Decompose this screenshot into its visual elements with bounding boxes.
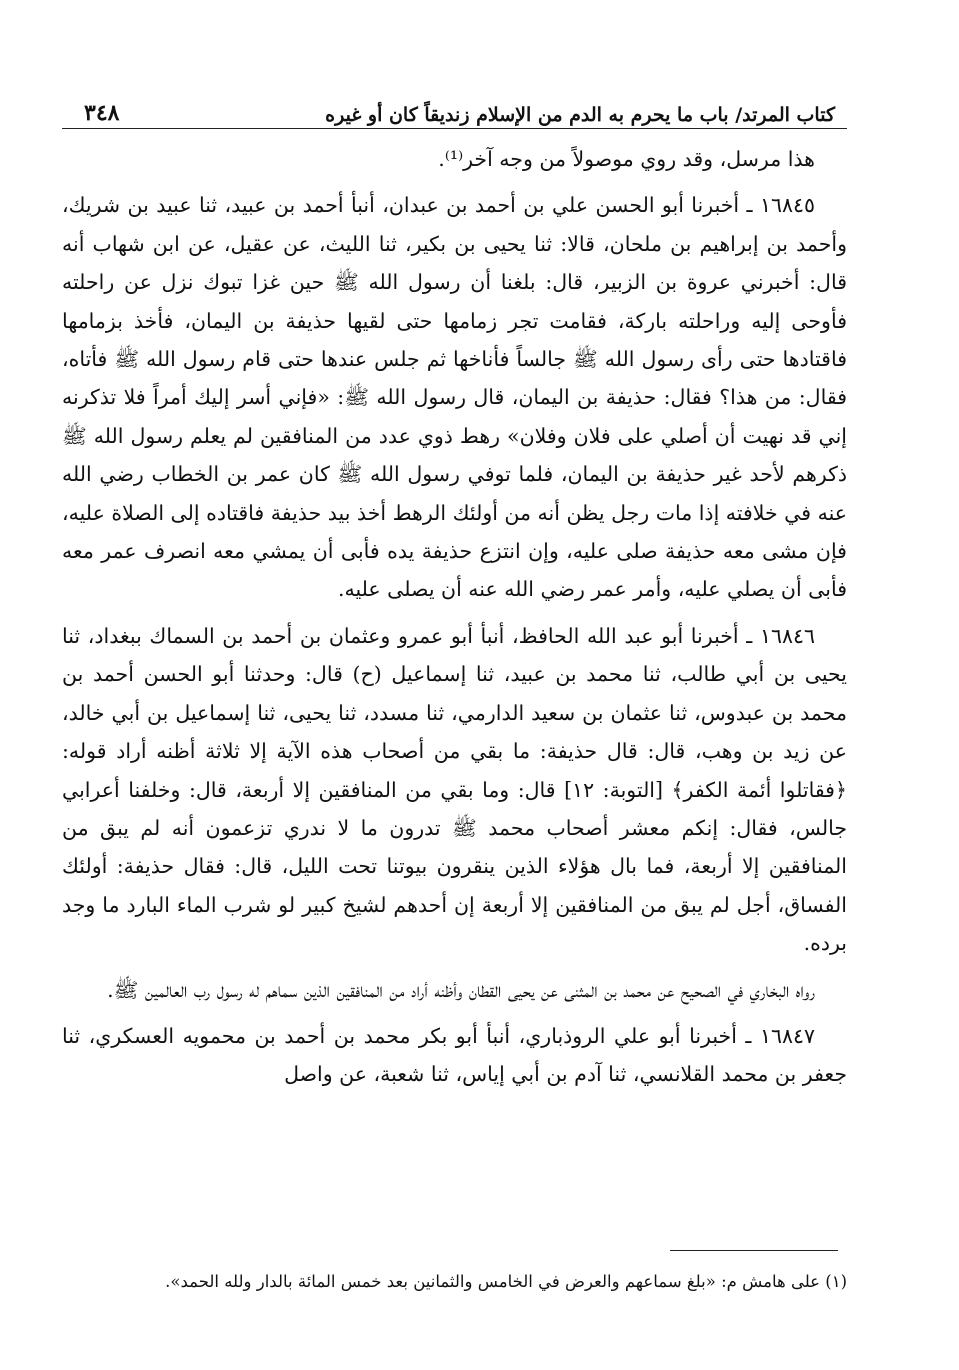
page-header: [62, 92, 847, 129]
paragraph-hadith-16847: ١٦٨٤٧ ـ أخبرنا أبو علي الروذباري، أنبأ أبو بكر محمد بن أحمد بن محمويه العسكري، ثنا جعفر بن محمد القلانسي، ثنا آدم بن أبي إياس، ثنا شعبة، عن واصل: [62, 1023, 847, 1087]
paragraph-mursal-note: هذا مرسل، وقد روي موصولاً من وجه آخر⁽¹⁾.: [438, 147, 815, 171]
paragraph-hadith-16846: ١٦٨٤٦ ـ أخبرنا أبو عبد الله الحافظ، أنبأ أبو عمرو وعثمان بن أحمد بن السماك ببغداد، ثنا يحيى بن أبي طالب، ثنا محمد بن عبيد، ثنا إسماعيل (ح) قال: وحدثنا أبو الحسن أحمد بن محمد بن عبدوس، ثنا عثمان بن سعيد الدارمي، ثنا مسدد، ثنا يحيى، ثنا إسماعيل بن أبي خالد، عن زيد بن وهب، قال: قال حذيفة: ما بقي من أصحاب هذه الآية إلا ثلاثة أظنه أراد قوله: ﴿فقاتلوا أئمة الكفر﴾ [التوبة: ١٢] قال: وما بقي من المنافقين إلا أربعة، قال: وخلفنا أعرابي جالس، فقال: إنكم معشر أصحاب محمد ﷺ تدرون ما لا ندري تزعمون أنه لم يبق من المنافقين إلا أربعة، فما بال هؤلاء الذين ينقرون بيوتنا تحت الليل، قال: فقال حذيفة: أولئك الفساق، أجل لم يبق من المنافقين إلا أربعة إن أحدهم لشيخ كبير لو شرب الماء البارد ما وجد برده.: [62, 623, 847, 956]
footnote: (١) على هامش م: «بلغ سماعهم والعرض في الخامس والثمانين بعد خمس المائة بالدار ولله الحمد».: [165, 1272, 847, 1291]
page-number: ٣٤٨: [84, 100, 120, 126]
paragraph-hadith-16845: ١٦٨٤٥ ـ أخبرنا أبو الحسن علي بن أحمد بن عبدان، أنبأ أحمد بن عبيد، ثنا عبيد بن شريك، وأحمد بن إبراهيم بن ملحان، قالا: ثنا يحيى بن بكير، ثنا الليث، عن عقيل، عن ابن شهاب أنه قال: أخبرني عروة بن الزبير، قال: بلغنا أن رسول الله ﷺ حين غزا تبوك نزل عن راحلته فأوحى إليه وراحلته باركة، فقامت تجر زمامها حتى لقيها حذيفة بن اليمان، فأخذ بزمامها فاقتادها حتى رأى رسول الله ﷺ جالساً فأناخها ثم جلس عندها حتى قام رسول الله ﷺ فأتاه، فقال: من هذا؟ فقال: حذيفة بن اليمان، قال رسول الله ﷺ: «فإني أسر إليك أمراً فلا تذكرنه إني قد نهيت أن أصلي على فلان وفلان» رهط ذوي عدد من المنافقين لم يعلم رسول الله ﷺ ذكرهم لأحد غير حذيفة بن اليمان، فلما توفي رسول الله ﷺ كان عمر بن الخطاب رضي الله عنه في خلافته إذا مات رجل يظن أنه من أولئك الرهط أخذ بيد حذيفة فاقتاده إلى الصلاة عليه، فإن مشى معه حذيفة صلى عليه، وإن انتزع حذيفة يده فأبى أن يمشي معه انصرف عمر معه فأبى أن يصلي عليه، وأمر عمر رضي الله عنه أن يصلى عليه.: [62, 193, 847, 602]
footnote-divider: [670, 1250, 838, 1251]
body-text: [62, 140, 847, 1102]
paragraph-bukhari-note: رواه البخاري في الصحيح عن محمد بن المثنى عن يحيى القطان وأظنه أراد من المنافقين الذين سماهم له رسول رب العالمين ﷺ.: [107, 977, 815, 1002]
running-title: كتاب المرتد/ باب ما يحرم به الدم من الإسلام زنديقاً كان أو غيره: [325, 104, 847, 126]
